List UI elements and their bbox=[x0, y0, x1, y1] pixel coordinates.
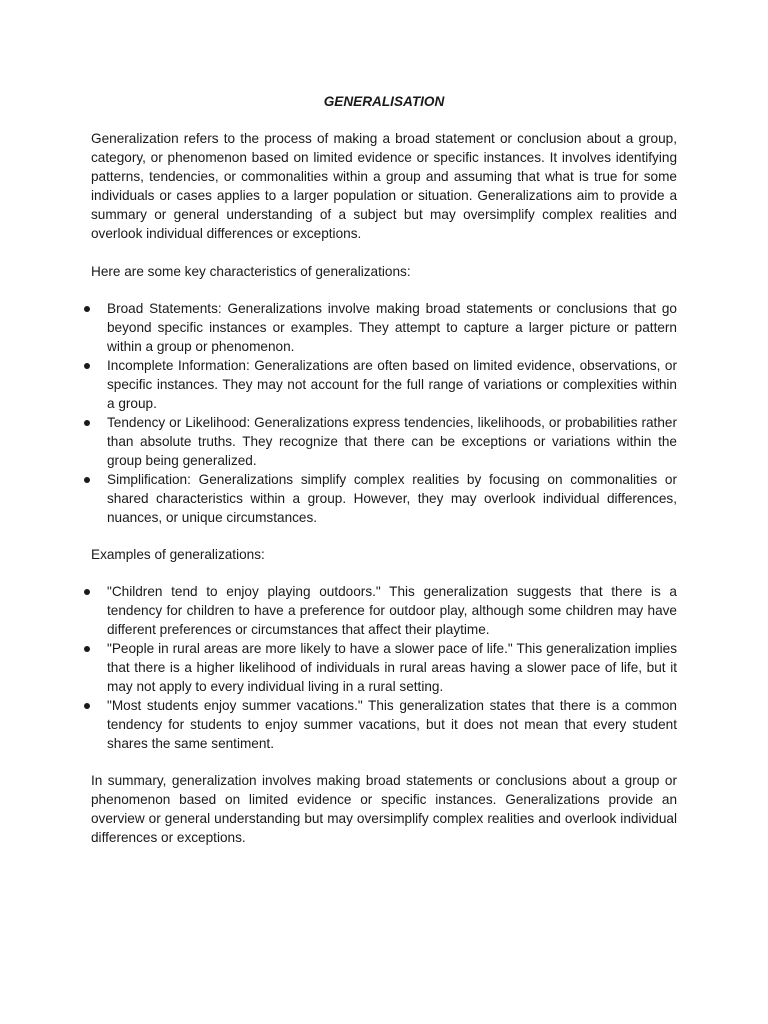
document-title: GENERALISATION bbox=[323, 94, 445, 109]
examples-list bbox=[91, 582, 677, 753]
list-item bbox=[91, 639, 677, 696]
list-item-text: "People in rural areas are more likely to have a slower pace of life." This generalization implies that there is a higher likelihood of individuals in rural areas having a slower pace of life, but it may not apply to every individual living in a rural setting. bbox=[107, 641, 677, 694]
bullet-icon bbox=[84, 477, 90, 483]
bullet-icon bbox=[84, 306, 90, 312]
list-item-text: Incomplete Information: Generalizations are often based on limited evidence, observations, or specific instances. They may not account for the full range of variations or complexities within a group. bbox=[107, 358, 677, 411]
list-item bbox=[91, 582, 677, 639]
bullet-icon bbox=[84, 703, 90, 709]
document-page bbox=[91, 92, 677, 847]
bullet-icon bbox=[84, 420, 90, 426]
list-item bbox=[91, 696, 677, 753]
list-item-text: Broad Statements: Generalizations involve making broad statements or conclusions that go beyond specific instances or examples. They attempt to capture a larger picture or pattern within a group or phenomenon. bbox=[107, 301, 677, 354]
summary-paragraph: In summary, generalization involves making broad statements or conclusions about a group or phenomenon based on limited evidence or specific instances. Generalizations provide an overview or general understanding but may oversimplify complex realities and overlook individual differences or exceptions. bbox=[91, 773, 677, 845]
characteristics-list bbox=[91, 299, 677, 527]
list-item-text: "Most students enjoy summer vacations." This generalization states that there is a common tendency for students to enjoy summer vacations, but it does not mean that every student shares the same sentiment. bbox=[107, 698, 677, 751]
list-item bbox=[91, 299, 677, 356]
list-item-text: "Children tend to enjoy playing outdoors." This generalization suggests that there is a tendency for children to have a preference for outdoor play, although some children may have different preferences or circumstances that affect their playtime. bbox=[107, 584, 677, 637]
bullet-icon bbox=[84, 363, 90, 369]
list-item-text: Simplification: Generalizations simplify complex realities by focusing on commonalities or shared characteristics within a group. However, they may overlook individual differences, nuances, or unique circumstances. bbox=[107, 472, 677, 525]
bullet-icon bbox=[84, 589, 90, 595]
characteristics-heading: Here are some key characteristics of generalizations: bbox=[91, 264, 411, 279]
list-item bbox=[91, 470, 677, 527]
list-item-text: Tendency or Likelihood: Generalizations express tendencies, likelihoods, or probabilities rather than absolute truths. They recognize that there can be exceptions or variations within the group being generalized. bbox=[107, 415, 677, 468]
examples-heading: Examples of generalizations: bbox=[91, 547, 265, 562]
list-item bbox=[91, 356, 677, 413]
list-item bbox=[91, 413, 677, 470]
intro-paragraph: Generalization refers to the process of making a broad statement or conclusion about a group, category, or phenomenon based on limited evidence or specific instances. It involves identifying patterns, tendencies, or commonalities within a group and assuming that what is true for some individuals or cases applies to a larger population or situation. Generalizations aim to provide a summary or general understanding of a subject but may oversimplify complex realities and overlook individual differences or exceptions. bbox=[91, 131, 677, 241]
bullet-icon bbox=[84, 646, 90, 652]
